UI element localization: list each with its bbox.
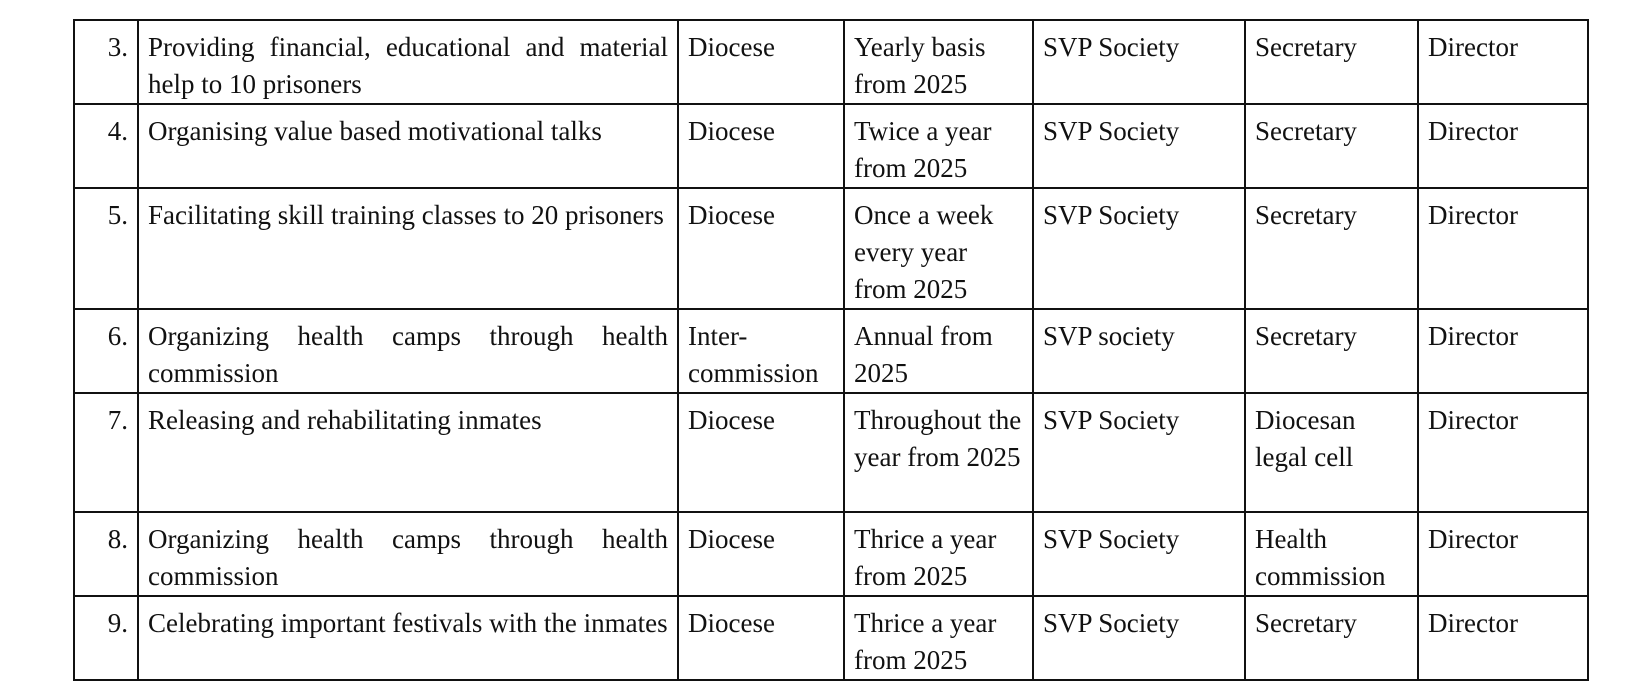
table-row	[74, 512, 1588, 596]
row-number: 4.	[74, 104, 138, 188]
timeline-cell: Thrice a year from 2025	[844, 512, 1033, 596]
agency-cell: SVP society	[1033, 309, 1245, 393]
table-row	[74, 188, 1588, 309]
activity-cell: Celebrating important festivals with the inmates	[138, 596, 678, 680]
responsible-cell: Health commission	[1245, 512, 1418, 596]
monitor-cell: Director	[1418, 104, 1588, 188]
monitor-cell: Director	[1418, 20, 1588, 104]
agency-cell: SVP Society	[1033, 393, 1245, 512]
timeline-cell: Twice a year from 2025	[844, 104, 1033, 188]
agency-cell: SVP Society	[1033, 188, 1245, 309]
agency-cell: SVP Society	[1033, 104, 1245, 188]
timeline-cell: Once a week every year from 2025	[844, 188, 1033, 309]
activity-cell: Organizing health camps through health commission	[138, 309, 678, 393]
level-cell: Diocese	[678, 104, 844, 188]
responsible-cell: Secretary	[1245, 188, 1418, 309]
monitor-cell: Director	[1418, 188, 1588, 309]
row-number: 3.	[74, 20, 138, 104]
level-cell: Inter-commission	[678, 309, 844, 393]
monitor-cell: Director	[1418, 596, 1588, 680]
activity-cell: Organizing health camps through health commission	[138, 512, 678, 596]
table-row	[74, 309, 1588, 393]
activity-cell: Providing financial, educational and material help to 10 prisoners	[138, 20, 678, 104]
responsible-cell: Secretary	[1245, 20, 1418, 104]
row-number: 6.	[74, 309, 138, 393]
level-cell: Diocese	[678, 188, 844, 309]
activity-cell: Releasing and rehabilitating inmates	[138, 393, 678, 512]
agency-cell: SVP Society	[1033, 512, 1245, 596]
responsible-cell: Secretary	[1245, 596, 1418, 680]
level-cell: Diocese	[678, 393, 844, 512]
table-row	[74, 20, 1588, 104]
row-number: 9.	[74, 596, 138, 680]
responsible-cell: Secretary	[1245, 309, 1418, 393]
monitor-cell: Director	[1418, 393, 1588, 512]
timeline-cell: Thrice a year from 2025	[844, 596, 1033, 680]
monitor-cell: Director	[1418, 512, 1588, 596]
timeline-cell: Throughout the year from 2025	[844, 393, 1033, 512]
agency-cell: SVP Society	[1033, 596, 1245, 680]
timeline-cell: Annual from 2025	[844, 309, 1033, 393]
responsible-cell: Diocesan legal cell	[1245, 393, 1418, 512]
monitor-cell: Director	[1418, 309, 1588, 393]
row-number: 7.	[74, 393, 138, 512]
level-cell: Diocese	[678, 20, 844, 104]
table-row	[74, 596, 1588, 680]
table-row	[74, 393, 1588, 512]
agency-cell: SVP Society	[1033, 20, 1245, 104]
activity-cell: Facilitating skill training classes to 20 prisoners	[138, 188, 678, 309]
activity-cell: Organising value based motivational talks	[138, 104, 678, 188]
action-plan-table	[73, 19, 1589, 681]
level-cell: Diocese	[678, 512, 844, 596]
level-cell: Diocese	[678, 596, 844, 680]
row-number: 8.	[74, 512, 138, 596]
responsible-cell: Secretary	[1245, 104, 1418, 188]
timeline-cell: Yearly basis from 2025	[844, 20, 1033, 104]
row-number: 5.	[74, 188, 138, 309]
table-row	[74, 104, 1588, 188]
